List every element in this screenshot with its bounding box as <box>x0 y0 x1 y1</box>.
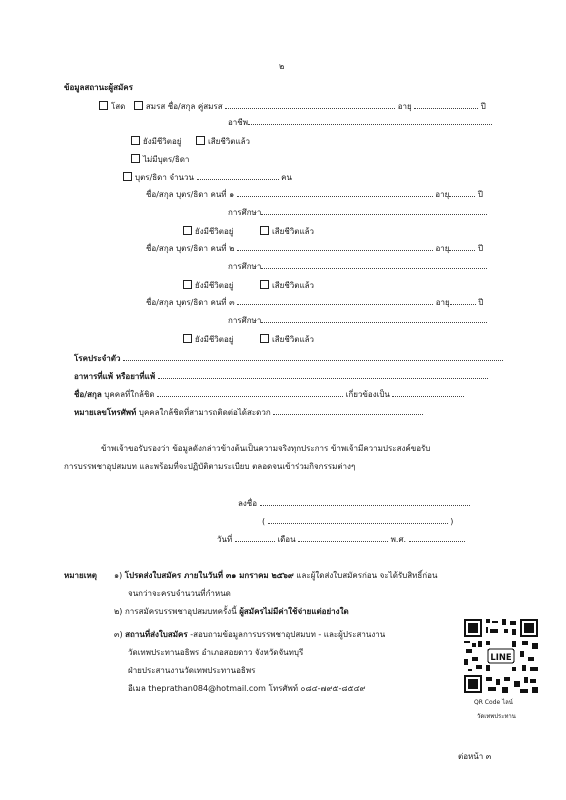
qr-caption-1: QR Code ไลน์ <box>474 699 513 706</box>
child-2-age-label: อายุ <box>435 244 450 253</box>
child-3-status-row <box>183 334 314 344</box>
note-3-place: สถานที่ส่งใบสมัคร <box>125 630 188 639</box>
spouse-alive-checkbox[interactable] <box>131 136 140 145</box>
declaration-line-1: ข้าพเจ้าขอรับรองว่า ข้อมูลดังกล่าวข้างต้นเป็นความจริงทุกประการ ข้าพเจ้ามีความประสงค์ขอรับ <box>101 444 431 453</box>
note-1-cont: จนกว่าจะครบจำนวนที่กำหนด <box>128 589 231 598</box>
occupation-label: อาชีพ <box>228 118 248 127</box>
child-1-education-field[interactable] <box>261 208 487 215</box>
date-row <box>217 535 465 544</box>
single-label: โสด <box>111 102 126 111</box>
child-1-name-field[interactable] <box>237 190 433 197</box>
relation-field[interactable] <box>392 390 464 397</box>
month-label: เดือน <box>277 535 296 544</box>
child-2-name-field[interactable] <box>237 244 433 251</box>
occupation-field[interactable] <box>248 118 492 125</box>
children-count-row <box>123 172 292 182</box>
no-children-row <box>131 154 189 164</box>
child-2-deceased-label: เสียชีวิตแล้ว <box>272 281 315 290</box>
married-checkbox[interactable] <box>134 101 143 110</box>
child-2-education-field[interactable] <box>261 262 487 269</box>
single-checkbox[interactable] <box>99 101 108 110</box>
contact-name-desc: บุคคลที่ใกล้ชิด <box>104 390 155 399</box>
child-1-label: ชื่อ/สกุล บุตร/ธิดา คนที่ ๑ <box>146 190 235 199</box>
relation-label: เกี่ยวข้องเป็น <box>345 390 390 399</box>
married-label: สมรส ชื่อ/สกุล คู่สมรส <box>145 102 223 111</box>
spouse-alive-label: ยังมีชีวิตอยู่ <box>143 137 182 146</box>
child-3-alive-label: ยังมีชีวิตอยู่ <box>195 335 234 344</box>
disease-label: โรคประจำตัว <box>74 354 121 363</box>
continued-page-footer: ต่อหน้า ๓ <box>458 752 492 761</box>
signature-row <box>238 499 470 508</box>
note-1 <box>114 572 437 580</box>
printed-name-row <box>262 517 453 526</box>
child-1-row <box>146 190 483 199</box>
month-field[interactable] <box>298 535 388 542</box>
child-1-alive-checkbox[interactable] <box>183 226 192 235</box>
signature-label: ลงชื่อ <box>238 499 258 508</box>
disease-field[interactable] <box>123 354 503 361</box>
note-1-text: และผู้ใดส่งใบสมัครก่อน จะได้รับสิทธิ์ก่อน <box>296 571 438 580</box>
note-2-free: ผู้สมัครไม่มีค่าใช้จ่ายแต่อย่างใด <box>239 607 349 616</box>
child-3-education-label: การศึกษา <box>228 316 262 325</box>
child-1-alive-label: ยังมีชีวิตอยู่ <box>195 227 234 236</box>
printed-name-field[interactable] <box>268 517 448 524</box>
section-title: ข้อมูลสถานะผู้สมัคร <box>64 83 133 92</box>
child-1-education-label: การศึกษา <box>228 208 262 217</box>
children-checkbox[interactable] <box>123 172 132 181</box>
child-3-deceased-label: เสียชีวิตแล้ว <box>272 335 315 344</box>
qr-caption-2: วัดเทพประทาน <box>477 713 516 720</box>
note-3-temple: วัดเทพประทานอธิพร อำเภอสอยดาว จังหวัดจันทบุรี <box>128 648 304 657</box>
phone-row <box>74 408 423 417</box>
spouse-age-label: อายุ <box>397 102 412 111</box>
contact-name-field[interactable] <box>157 390 343 397</box>
spouse-name-field[interactable] <box>225 102 395 109</box>
spouse-age-field[interactable] <box>414 102 478 109</box>
note-3-number: ๓) <box>114 630 123 639</box>
child-2-row <box>146 244 483 253</box>
contact-name-label: ชื่อ/สกุล <box>74 390 102 399</box>
child-3-deceased-checkbox[interactable] <box>260 334 269 343</box>
note-2 <box>114 608 349 616</box>
child-2-alive-label: ยังมีชีวิตอยู่ <box>195 281 234 290</box>
page-number: ๒ <box>279 62 285 71</box>
note-3 <box>114 631 385 639</box>
note-1-number: ๑) <box>114 571 123 580</box>
child-1-age-label: อายุ <box>435 190 450 199</box>
child-3-education-row <box>228 316 487 325</box>
no-children-checkbox[interactable] <box>131 154 140 163</box>
child-2-education-row <box>228 262 487 271</box>
declaration-line-2: การบรรพชาอุปสมบท และพร้อมที่จะปฏิบัติตามระเบียบ ตลอดจนเข้าร่วมกิจกรรมต่างๆ <box>64 462 356 471</box>
note-2-number: ๒) <box>114 607 123 616</box>
child-3-row <box>146 298 483 307</box>
child-2-age-field[interactable] <box>449 244 475 251</box>
spouse-status-row <box>131 136 250 146</box>
child-3-name-field[interactable] <box>237 298 433 305</box>
child-2-deceased-checkbox[interactable] <box>260 280 269 289</box>
children-count-label: บุตร/ธิดา จำนวน <box>135 173 194 182</box>
child-1-age-field[interactable] <box>449 190 475 197</box>
phone-label: หมายเลขโทรศัพท์ <box>74 408 137 417</box>
child-1-status-row <box>183 226 314 236</box>
spouse-deceased-checkbox[interactable] <box>196 136 205 145</box>
child-3-age-field[interactable] <box>450 298 476 305</box>
child-2-label: ชื่อ/สกุล บุตร/ธิดา คนที่ ๒ <box>146 244 235 253</box>
child-1-education-row <box>228 208 487 217</box>
be-year-label: พ.ศ. <box>390 535 407 544</box>
child-2-status-row <box>183 280 314 290</box>
disease-row <box>74 354 503 363</box>
allergy-label: อาหารที่แพ้ หรือยาที่แพ้ <box>74 372 156 381</box>
child-3-alive-checkbox[interactable] <box>183 334 192 343</box>
child-1-year-label: ปี <box>477 190 483 199</box>
marital-row <box>99 101 486 111</box>
phone-desc: บุคคลใกล้ชิดที่สามารถติดต่อได้สะดวก <box>138 408 271 417</box>
close-paren: ) <box>450 517 454 526</box>
note-2-text: การสมัครบรรพชาอุปสมบทครั้งนี้ <box>124 607 237 616</box>
allergy-field[interactable] <box>158 372 488 379</box>
signature-field[interactable] <box>260 499 470 506</box>
contact-row <box>74 390 464 399</box>
phone-field[interactable] <box>273 408 423 415</box>
child-3-label: ชื่อ/สกุล บุตร/ธิดา คนที่ ๓ <box>146 298 235 307</box>
open-paren: ( <box>262 517 266 526</box>
note-1-deadline: โปรดส่งใบสมัคร ภายในวันที่ ๓๑ มกราคม ๒๕๖๙ <box>124 571 294 580</box>
child-2-alive-checkbox[interactable] <box>183 280 192 289</box>
child-2-education-label: การศึกษา <box>228 262 262 271</box>
note-3-coordinator: ฝ่ายประสานงานวัดเทพประทานอธิพร <box>128 666 256 675</box>
spouse-year-label: ปี <box>480 102 486 111</box>
children-count-unit: คน <box>281 173 292 182</box>
child-2-year-label: ปี <box>478 244 484 253</box>
be-year-field[interactable] <box>409 535 465 542</box>
spouse-deceased-label: เสียชีวิตแล้ว <box>208 137 251 146</box>
child-3-education-field[interactable] <box>261 316 487 323</box>
child-1-deceased-label: เสียชีวิตแล้ว <box>272 227 315 236</box>
children-count-field[interactable] <box>197 173 279 180</box>
day-field[interactable] <box>235 535 275 542</box>
allergy-row <box>74 372 488 381</box>
line-qr-code <box>464 619 538 693</box>
child-3-age-label: อายุ <box>435 298 450 307</box>
day-label: วันที่ <box>217 535 233 544</box>
occupation-row <box>228 118 492 127</box>
note-3-contact: อีเมล theprathan084@hotmail.com โทรศัพท์ ๐๘๔-๗๙๕-๘๕๔๙ <box>128 684 366 693</box>
note-3-text: -สอบถามข้อมูลการบรรพชาอุปสมบท - และผู้ประสานงาน <box>190 630 386 639</box>
qr-line-badge: LINE <box>490 652 512 662</box>
notes-label: หมายเหตุ <box>64 571 97 580</box>
no-children-label: ไม่มีบุตร/ธิดา <box>143 155 190 164</box>
child-1-deceased-checkbox[interactable] <box>260 226 269 235</box>
child-3-year-label: ปี <box>478 298 484 307</box>
